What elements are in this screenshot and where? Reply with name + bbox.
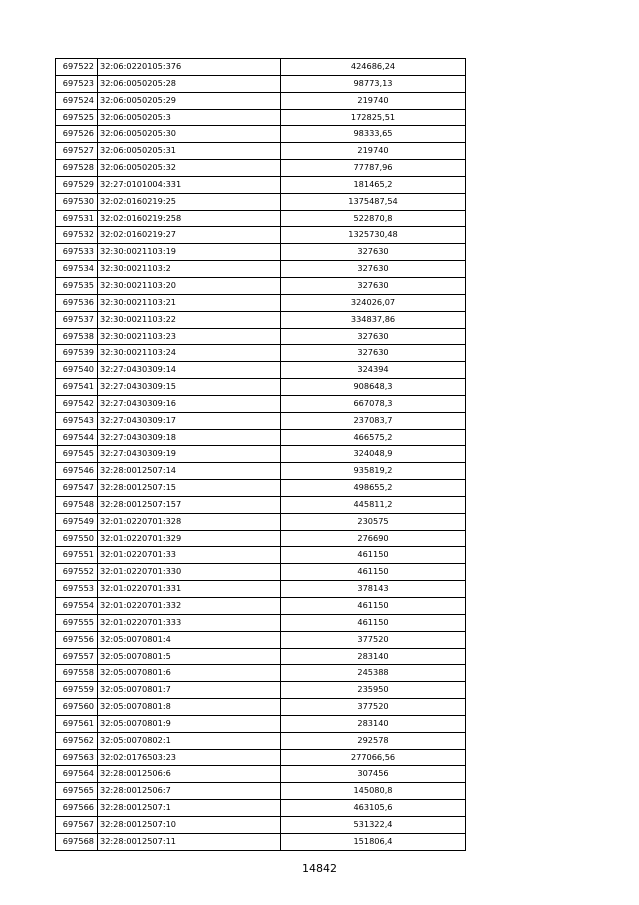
row-number-cell: 697527 [56, 143, 98, 160]
cadastral-number-cell: 32:28:0012506:7 [98, 783, 281, 800]
cadastral-number-cell: 32:27:0430309:15 [98, 379, 281, 396]
table-row [56, 362, 466, 379]
table-row [56, 210, 466, 227]
cadastral-value-cell: 377520 [281, 699, 466, 716]
cadastral-value-cell: 908648,3 [281, 379, 466, 396]
table-row [56, 59, 466, 76]
row-number-cell: 697542 [56, 395, 98, 412]
row-number-cell: 697538 [56, 328, 98, 345]
table-row [56, 244, 466, 261]
cadastral-value-cell: 327630 [281, 277, 466, 294]
table-row [56, 311, 466, 328]
table-row [56, 800, 466, 817]
table-row [56, 614, 466, 631]
cadastral-number-cell: 32:30:0021103:22 [98, 311, 281, 328]
table-row [56, 766, 466, 783]
table-row [56, 480, 466, 497]
cadastral-value-cell: 151806,4 [281, 833, 466, 850]
table-row [56, 109, 466, 126]
table-row [56, 581, 466, 598]
page-number: 14842 [302, 862, 337, 875]
row-number-cell: 697558 [56, 665, 98, 682]
table-row [56, 682, 466, 699]
row-number-cell: 697560 [56, 699, 98, 716]
cadastral-value-cell: 230575 [281, 513, 466, 530]
table-row [56, 92, 466, 109]
table-row [56, 143, 466, 160]
row-number-cell: 697537 [56, 311, 98, 328]
row-number-cell: 697528 [56, 160, 98, 177]
table-body [56, 59, 466, 851]
table-row [56, 463, 466, 480]
cadastral-value-cell: 424686,24 [281, 59, 466, 76]
row-number-cell: 697523 [56, 75, 98, 92]
cadastral-number-cell: 32:27:0430309:18 [98, 429, 281, 446]
cadastral-value-cell: 324048,9 [281, 446, 466, 463]
cadastral-number-cell: 32:01:0220701:328 [98, 513, 281, 530]
cadastral-value-cell: 498655,2 [281, 480, 466, 497]
cadastral-number-cell: 32:06:0050205:32 [98, 160, 281, 177]
cadastral-value-cell: 463105,6 [281, 800, 466, 817]
row-number-cell: 697557 [56, 648, 98, 665]
cadastral-value-cell: 445811,2 [281, 496, 466, 513]
table-row [56, 446, 466, 463]
row-number-cell: 697556 [56, 631, 98, 648]
cadastral-value-cell: 276690 [281, 530, 466, 547]
row-number-cell: 697530 [56, 193, 98, 210]
cadastral-number-cell: 32:27:0430309:14 [98, 362, 281, 379]
row-number-cell: 697540 [56, 362, 98, 379]
table-row [56, 379, 466, 396]
table-row [56, 75, 466, 92]
row-number-cell: 697564 [56, 766, 98, 783]
table-row [56, 530, 466, 547]
cadastral-value-cell: 219740 [281, 143, 466, 160]
cadastral-number-cell: 32:01:0220701:331 [98, 581, 281, 598]
cadastral-value-cell: 283140 [281, 715, 466, 732]
cadastral-value-cell: 461150 [281, 547, 466, 564]
table-row [56, 816, 466, 833]
cadastral-value-cell: 98333,65 [281, 126, 466, 143]
row-number-cell: 697534 [56, 261, 98, 278]
cadastral-value-cell: 377520 [281, 631, 466, 648]
cadastral-number-cell: 32:06:0050205:3 [98, 109, 281, 126]
row-number-cell: 697524 [56, 92, 98, 109]
cadastral-number-cell: 32:02:0160219:25 [98, 193, 281, 210]
cadastral-value-cell: 77787,96 [281, 160, 466, 177]
cadastral-value-cell: 307456 [281, 766, 466, 783]
cadastral-number-cell: 32:05:0070801:5 [98, 648, 281, 665]
cadastral-number-cell: 32:01:0220701:329 [98, 530, 281, 547]
cadastral-number-cell: 32:06:0050205:29 [98, 92, 281, 109]
cadastral-value-cell: 461150 [281, 614, 466, 631]
cadastral-number-cell: 32:05:0070801:6 [98, 665, 281, 682]
row-number-cell: 697550 [56, 530, 98, 547]
cadastral-number-cell: 32:01:0220701:333 [98, 614, 281, 631]
cadastral-value-cell: 324394 [281, 362, 466, 379]
table-row [56, 749, 466, 766]
table-row [56, 345, 466, 362]
cadastral-number-cell: 32:02:0160219:258 [98, 210, 281, 227]
cadastral-value-cell: 327630 [281, 328, 466, 345]
table-row [56, 715, 466, 732]
cadastral-number-cell: 32:06:0050205:30 [98, 126, 281, 143]
cadastral-value-cell: 98773,13 [281, 75, 466, 92]
cadastral-value-table [55, 58, 466, 851]
row-number-cell: 697553 [56, 581, 98, 598]
table-row [56, 294, 466, 311]
cadastral-value-cell: 327630 [281, 345, 466, 362]
row-number-cell: 697529 [56, 176, 98, 193]
cadastral-number-cell: 32:06:0220105:376 [98, 59, 281, 76]
row-number-cell: 697548 [56, 496, 98, 513]
table-row [56, 261, 466, 278]
row-number-cell: 697561 [56, 715, 98, 732]
cadastral-number-cell: 32:06:0050205:28 [98, 75, 281, 92]
table-row [56, 665, 466, 682]
cadastral-number-cell: 32:02:0176503:23 [98, 749, 281, 766]
cadastral-value-cell: 935819,2 [281, 463, 466, 480]
cadastral-number-cell: 32:05:0070801:9 [98, 715, 281, 732]
table-row [56, 227, 466, 244]
table-row [56, 395, 466, 412]
row-number-cell: 697541 [56, 379, 98, 396]
cadastral-number-cell: 32:30:0021103:24 [98, 345, 281, 362]
row-number-cell: 697552 [56, 564, 98, 581]
cadastral-number-cell: 32:30:0021103:23 [98, 328, 281, 345]
cadastral-value-cell: 181465,2 [281, 176, 466, 193]
cadastral-number-cell: 32:06:0050205:31 [98, 143, 281, 160]
row-number-cell: 697535 [56, 277, 98, 294]
cadastral-value-cell: 292578 [281, 732, 466, 749]
table-row [56, 193, 466, 210]
cadastral-value-cell: 522870,8 [281, 210, 466, 227]
cadastral-value-cell: 245388 [281, 665, 466, 682]
row-number-cell: 697546 [56, 463, 98, 480]
cadastral-value-cell: 461150 [281, 598, 466, 615]
cadastral-number-cell: 32:27:0101004:331 [98, 176, 281, 193]
row-number-cell: 697536 [56, 294, 98, 311]
table-row [56, 496, 466, 513]
table-row [56, 699, 466, 716]
table-row [56, 513, 466, 530]
cadastral-number-cell: 32:05:0070801:4 [98, 631, 281, 648]
row-number-cell: 697555 [56, 614, 98, 631]
row-number-cell: 697545 [56, 446, 98, 463]
cadastral-number-cell: 32:30:0021103:20 [98, 277, 281, 294]
table-row [56, 631, 466, 648]
table-row [56, 833, 466, 850]
table-row [56, 598, 466, 615]
table-row [56, 328, 466, 345]
cadastral-value-cell: 378143 [281, 581, 466, 598]
cadastral-value-cell: 277066,56 [281, 749, 466, 766]
row-number-cell: 697531 [56, 210, 98, 227]
cadastral-value-cell: 145080,8 [281, 783, 466, 800]
cadastral-value-cell: 219740 [281, 92, 466, 109]
row-number-cell: 697562 [56, 732, 98, 749]
row-number-cell: 697539 [56, 345, 98, 362]
row-number-cell: 697544 [56, 429, 98, 446]
row-number-cell: 697565 [56, 783, 98, 800]
row-number-cell: 697563 [56, 749, 98, 766]
table-row [56, 429, 466, 446]
cadastral-number-cell: 32:27:0430309:19 [98, 446, 281, 463]
table-row [56, 732, 466, 749]
row-number-cell: 697547 [56, 480, 98, 497]
cadastral-number-cell: 32:01:0220701:332 [98, 598, 281, 615]
row-number-cell: 697559 [56, 682, 98, 699]
row-number-cell: 697549 [56, 513, 98, 530]
cadastral-number-cell: 32:30:0021103:19 [98, 244, 281, 261]
row-number-cell: 697551 [56, 547, 98, 564]
cadastral-value-cell: 1325730,48 [281, 227, 466, 244]
table-row [56, 564, 466, 581]
cadastral-value-cell: 235950 [281, 682, 466, 699]
row-number-cell: 697533 [56, 244, 98, 261]
cadastral-number-cell: 32:28:0012507:10 [98, 816, 281, 833]
table-row [56, 277, 466, 294]
cadastral-number-cell: 32:05:0070801:7 [98, 682, 281, 699]
cadastral-value-cell: 283140 [281, 648, 466, 665]
cadastral-number-cell: 32:28:0012507:157 [98, 496, 281, 513]
cadastral-value-cell: 461150 [281, 564, 466, 581]
table-row [56, 412, 466, 429]
cadastral-number-cell: 32:27:0430309:17 [98, 412, 281, 429]
cadastral-number-cell: 32:28:0012507:15 [98, 480, 281, 497]
cadastral-number-cell: 32:05:0070801:8 [98, 699, 281, 716]
cadastral-value-cell: 667078,3 [281, 395, 466, 412]
row-number-cell: 697526 [56, 126, 98, 143]
cadastral-number-cell: 32:27:0430309:16 [98, 395, 281, 412]
cadastral-number-cell: 32:28:0012507:14 [98, 463, 281, 480]
cadastral-value-cell: 531322,4 [281, 816, 466, 833]
table-row [56, 126, 466, 143]
row-number-cell: 697568 [56, 833, 98, 850]
cadastral-number-cell: 32:28:0012506:6 [98, 766, 281, 783]
cadastral-value-cell: 327630 [281, 261, 466, 278]
row-number-cell: 697566 [56, 800, 98, 817]
cadastral-value-cell: 466575,2 [281, 429, 466, 446]
cadastral-number-cell: 32:05:0070802:1 [98, 732, 281, 749]
row-number-cell: 697525 [56, 109, 98, 126]
table-row [56, 547, 466, 564]
cadastral-value-cell: 334837,86 [281, 311, 466, 328]
row-number-cell: 697567 [56, 816, 98, 833]
cadastral-number-cell: 32:28:0012507:1 [98, 800, 281, 817]
row-number-cell: 697532 [56, 227, 98, 244]
table-row [56, 783, 466, 800]
cadastral-number-cell: 32:01:0220701:33 [98, 547, 281, 564]
cadastral-number-cell: 32:30:0021103:21 [98, 294, 281, 311]
cadastral-number-cell: 32:28:0012507:11 [98, 833, 281, 850]
cadastral-number-cell: 32:02:0160219:27 [98, 227, 281, 244]
cadastral-value-cell: 327630 [281, 244, 466, 261]
cadastral-value-cell: 324026,07 [281, 294, 466, 311]
row-number-cell: 697543 [56, 412, 98, 429]
table-row [56, 648, 466, 665]
cadastral-value-cell: 237083,7 [281, 412, 466, 429]
cadastral-number-cell: 32:30:0021103:2 [98, 261, 281, 278]
cadastral-value-cell: 1375487,54 [281, 193, 466, 210]
table-row [56, 160, 466, 177]
cadastral-value-cell: 172825,51 [281, 109, 466, 126]
row-number-cell: 697522 [56, 59, 98, 76]
row-number-cell: 697554 [56, 598, 98, 615]
table-row [56, 176, 466, 193]
cadastral-number-cell: 32:01:0220701:330 [98, 564, 281, 581]
